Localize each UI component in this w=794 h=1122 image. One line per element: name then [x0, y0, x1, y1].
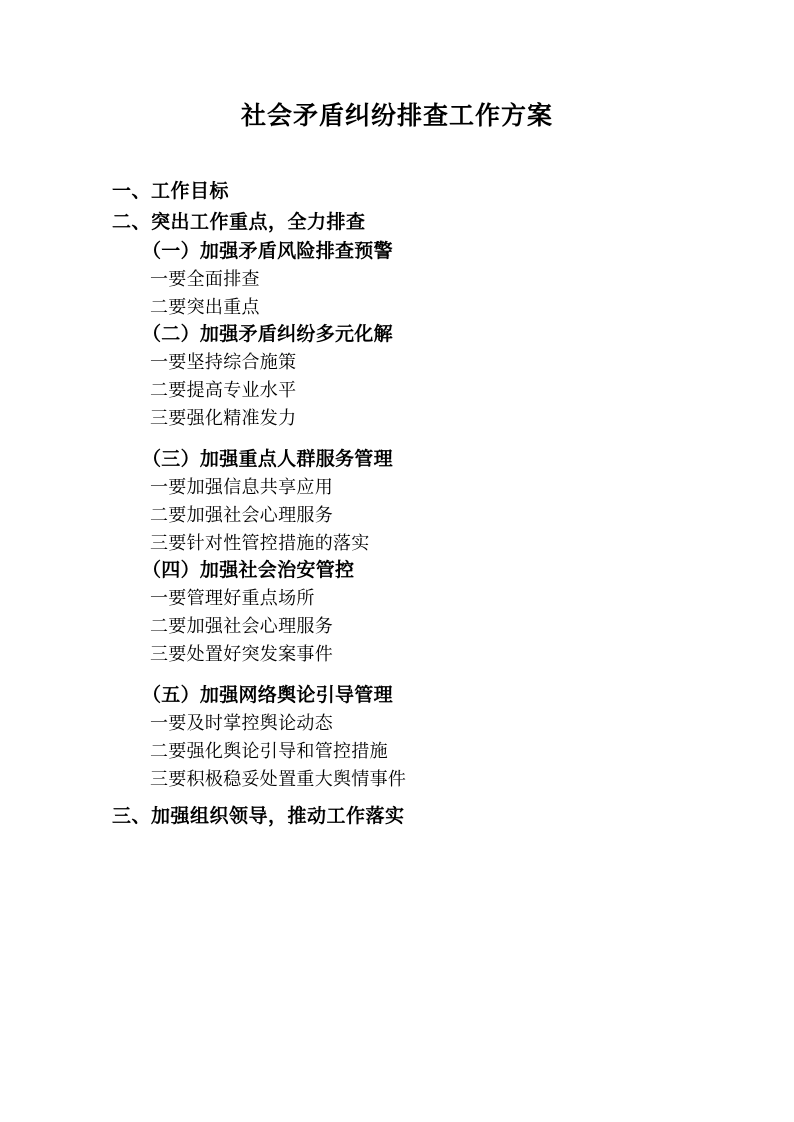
- section-item: 三要针对性管控措施的落实: [150, 533, 370, 553]
- section-item: 三要强化精准发力: [150, 408, 297, 428]
- section-item: 二要加强社会心理服务: [150, 505, 333, 525]
- section-item: 二要强化舆论引导和管控措施: [150, 741, 388, 761]
- spacer: [112, 432, 712, 446]
- spacer: [112, 668, 712, 682]
- section-heading-level-1: 一、工作目标: [112, 181, 230, 202]
- section-heading-level-1: 二、突出工作重点，全力排查: [112, 212, 366, 233]
- spacer: [112, 793, 712, 801]
- document-title: 社会矛盾纠纷排查工作方案: [240, 102, 553, 130]
- section-heading-level-2: （二）加强矛盾纠纷多元化解: [142, 324, 393, 345]
- section-heading-level-2: （四）加强社会治安管控: [142, 560, 355, 581]
- section-item: 二要提高专业水平: [150, 380, 297, 400]
- section-heading-level-1: 三、加强组织领导，推动工作落实: [112, 806, 405, 827]
- section-item: 一要坚持综合施策: [150, 352, 297, 372]
- section-item: 一要全面排查: [150, 269, 260, 289]
- section-heading-level-2: （三）加强重点人群服务管理: [142, 449, 393, 470]
- section-item: 一要及时掌控舆论动态: [150, 713, 333, 733]
- section-item: 三要积极稳妥处置重大舆情事件: [150, 769, 407, 789]
- section-heading-level-2: （五）加强网络舆论引导管理: [142, 685, 393, 706]
- section-item: 三要处置好突发案事件: [150, 644, 333, 664]
- section-heading-level-2: （一）加强矛盾风险排查预警: [142, 241, 393, 262]
- section-item: 一要加强信息共享应用: [150, 477, 333, 497]
- section-item: 一要管理好重点场所: [150, 588, 315, 608]
- section-item: 二要加强社会心理服务: [150, 616, 333, 636]
- section-item: 二要突出重点: [150, 297, 260, 317]
- document-body: [112, 176, 712, 832]
